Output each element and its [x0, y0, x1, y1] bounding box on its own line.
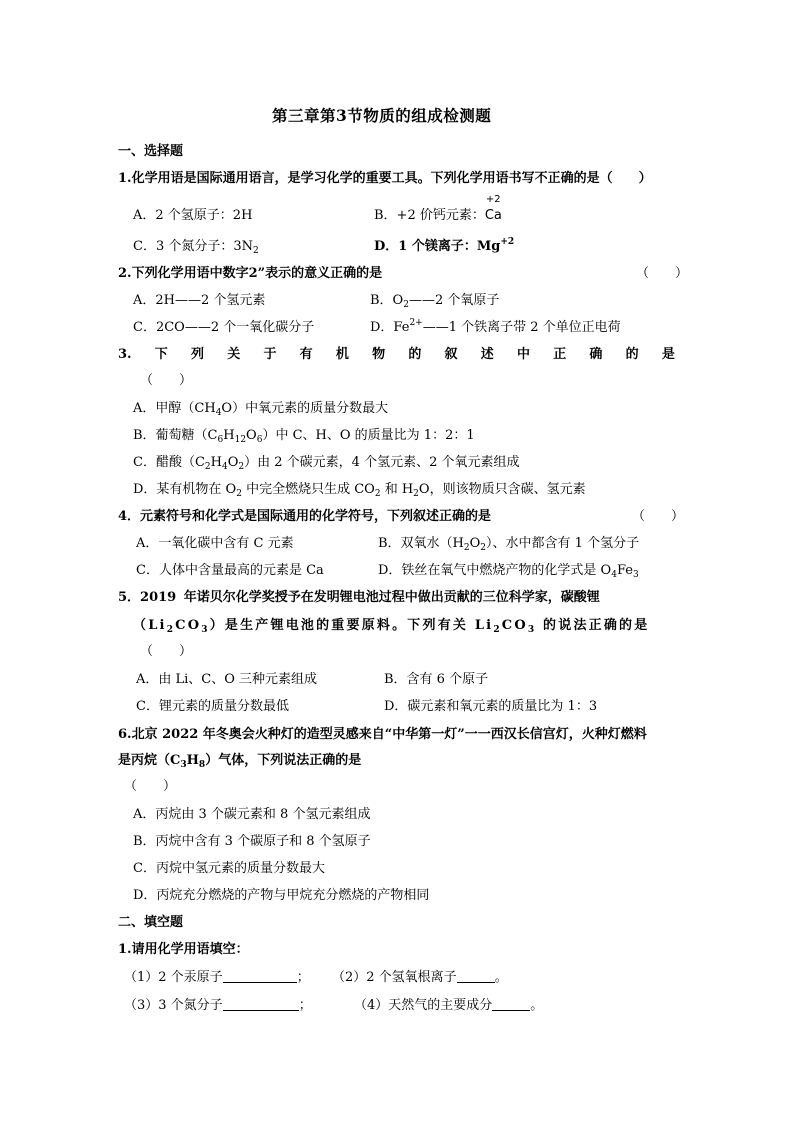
fill-item-1-label: （1）2 个汞原子	[124, 970, 223, 985]
subscript: 2	[480, 543, 487, 553]
valence-mark: +2	[485, 194, 501, 205]
subscript: 4	[221, 462, 228, 472]
subscript: 3	[180, 760, 187, 770]
subscript: 2	[463, 543, 470, 553]
q5-line-2-part: CO	[501, 618, 528, 633]
q2-option-b-meaning: ——2 个氧原子	[408, 293, 500, 308]
q3-option-b	[133, 427, 475, 445]
q3-option-b-part: O	[246, 428, 257, 443]
question-2-answer-paren: （ ）	[636, 266, 689, 281]
q4-option-d-part: Fe	[616, 563, 633, 578]
question-3-stem	[118, 346, 675, 364]
answer-blank-4[interactable]	[492, 997, 530, 1011]
q3-option-d	[133, 481, 586, 499]
stem-char: 中	[516, 347, 530, 362]
q1-option-c	[133, 238, 259, 256]
fill-item-2-label: （2）2 个氢氧根离子	[332, 970, 457, 985]
q5-line-2-part: （Li	[133, 618, 167, 633]
q4-option-c: C．人体中含量最高的元素是 Ca	[136, 563, 324, 578]
question-2-stem: 2.下列化学用语中数字2”表示的意义正确的是	[118, 266, 383, 281]
q1-option-c-text: C．3 个氮分子：3N	[133, 239, 253, 254]
q5-line-2-part: ）是生产锂电池的重要原料。下列有关 Li	[209, 618, 494, 633]
stem-char: 正	[553, 347, 567, 362]
fill-item-4-end: 。	[530, 998, 544, 1013]
subscript: 2	[238, 462, 245, 472]
q1-option-b	[374, 194, 502, 225]
subscript: 3	[632, 570, 639, 580]
q2-option-d-text: D．Fe	[370, 320, 410, 335]
subscript: 2	[236, 489, 242, 499]
q5-option-d: D．碳元素和氧元素的质量比为 1：3	[384, 699, 598, 714]
fill-item-1-end: ；	[296, 970, 310, 985]
subscript: 12	[234, 435, 247, 445]
fill-question-1-stem: 1.请用化学用语填空：	[118, 942, 249, 957]
question-6-answer-paren: （ ）	[124, 779, 177, 794]
fill-item-4-label: （4）天然气的主要成分	[354, 998, 493, 1013]
q2-option-d	[370, 319, 621, 337]
q6-option-b: B．丙烷中含有 3 个碳原子和 8 个氢原子	[133, 834, 371, 849]
q2-option-b	[370, 292, 499, 310]
subscript: 3	[527, 625, 537, 635]
question-5-answer-paren: （ ）	[140, 644, 193, 659]
q3-option-a	[133, 400, 388, 418]
q6-line-2-part: 是丙烷（C	[118, 753, 181, 768]
q6-line-2-part: ）气体，下列说法正确的是	[205, 753, 362, 768]
q3-option-a-part: O）中氧元素的质量分数最大	[221, 401, 389, 416]
fill-item-2	[332, 969, 508, 987]
subscript: 3	[201, 625, 210, 635]
subscript: 2	[374, 489, 381, 499]
q2-option-c: C．2CO——2 个一氧化碳分子	[133, 320, 315, 335]
q3-option-b-part: H	[223, 428, 235, 443]
subscript: 2	[493, 625, 502, 635]
q5-option-b: B．含有 6 个原子	[384, 672, 489, 687]
page-title: 第三章第3节物质的组成检测题	[272, 106, 492, 125]
q3-option-d-part: D．某有机物在 O	[133, 482, 237, 497]
stem-char: 的	[408, 347, 422, 362]
q3-option-d-part: 中完全燃烧只生成 CO	[241, 482, 375, 497]
q4-option-b	[378, 535, 639, 553]
answer-blank-2[interactable]	[457, 969, 495, 983]
question-5-line-2	[133, 617, 649, 635]
stem-char: 是	[661, 347, 675, 362]
q3-option-c-part: ）由 2 个碳元素，4 个氢元素、2 个氧元素组成	[244, 455, 520, 470]
stem-char: 物	[372, 347, 386, 362]
subscript: 6	[256, 435, 263, 445]
stem-char: 列	[191, 347, 205, 362]
stem-char: 于	[263, 347, 277, 362]
question-3-answer-paren: （ ）	[140, 373, 193, 388]
q3-option-c-part: C．醋酸（C	[133, 455, 205, 470]
stem-char: 叙	[444, 347, 458, 362]
subscript: 8	[198, 760, 206, 770]
question-6-line-2	[118, 752, 361, 770]
stem-char: 述	[480, 347, 494, 362]
q5-option-a: A．由 Li、C、O 三种元素组成	[136, 672, 318, 687]
subscript: 2	[413, 489, 419, 499]
q1-option-d-text: D．1 个镁离子：Mg	[374, 239, 501, 254]
q6-option-a: A．丙烷由 3 个碳元素和 8 个氢元素组成	[133, 807, 371, 822]
section-heading-choice: 一、选择题	[118, 144, 184, 159]
fill-item-1	[124, 969, 310, 987]
q5-option-c: C．锂元素的质量分数最低	[136, 699, 289, 714]
q2-option-b-text: B．O	[370, 293, 404, 308]
stem-char: 的	[625, 347, 639, 362]
q3-option-b-part: ）中 C、H、O 的质量比为 1：2：1	[262, 428, 475, 443]
q6-option-d: D．丙烷充分燃烧的产物与甲烷充分燃烧的产物相同	[133, 888, 430, 903]
subscript: 2	[253, 246, 259, 256]
q3-option-d-part: 和 H	[380, 482, 414, 497]
fill-item-3-end: ；	[298, 998, 312, 1013]
q3-option-c	[133, 454, 519, 472]
question-1-stem: 1.化学用语是国际通用语言，是学习化学的重要工具。下列化学用语书写不正确的是（ ）	[118, 171, 652, 186]
q6-line-2-part: H	[186, 753, 199, 768]
fill-item-4	[354, 997, 543, 1015]
q3-option-c-part: O	[227, 455, 239, 470]
subscript: 4	[215, 408, 222, 418]
stem-char: 关	[227, 347, 241, 362]
q4-option-d	[378, 562, 639, 580]
q1-option-a: A．2 个氢原子：2H	[133, 208, 253, 223]
q1-option-b-label: B．+2 价钙元素：	[374, 208, 485, 223]
stem-char: 机	[335, 347, 349, 362]
fill-item-3-label: （3）3 个氮分子	[124, 998, 223, 1013]
calcium-symbol: Ca	[484, 208, 502, 223]
subscript: 2	[403, 300, 409, 310]
q4-option-a: A．一氧化碳中含有 C 元素	[136, 536, 294, 551]
answer-blank-3[interactable]	[223, 997, 299, 1011]
question-6-line-1: 6.北京 2022 年冬奥会火种灯的造型灵感来自“中华第一灯”一一西汉长信宫灯，火种灯燃料	[118, 727, 647, 742]
question-4-stem: 4．元素符号和化学式是国际通用的化学符号，下列叙述正确的是	[118, 509, 492, 524]
q3-option-d-part: O，则该物质只含碳、氢元素	[418, 482, 586, 497]
q6-option-c: C．丙烷中氢元素的质量分数最大	[133, 861, 325, 876]
answer-blank-1[interactable]	[223, 969, 297, 983]
fill-item-2-end: 。	[494, 970, 508, 985]
q5-line-2-part: 的说法正确的是	[536, 618, 650, 633]
q4-option-b-part: B．双氧水（H	[378, 536, 464, 551]
q2-option-a: A．2H——2 个氢元素	[133, 293, 266, 308]
q4-option-b-part: O	[469, 536, 481, 551]
subscript: 4	[611, 570, 617, 580]
q3-option-a-part: A．甲醇（CH	[133, 401, 216, 416]
section-heading-fill: 二、填空题	[118, 915, 184, 930]
question-4-answer-paren: （ ）	[632, 509, 685, 524]
stem-char: 有	[299, 347, 313, 362]
valence-calcium	[484, 194, 502, 225]
subscript: 2	[166, 625, 176, 635]
q4-option-d-part: D．铁丝在氧气中燃烧产物的化学式是 O	[378, 563, 612, 578]
question-5-line-1: 5．2019 年诺贝尔化学奖授予在发明锂电池过程中做出贡献的三位科学家，碳酸锂	[118, 590, 600, 605]
q3-option-c-part: H	[210, 455, 222, 470]
fill-item-3	[124, 997, 312, 1015]
superscript: +2	[500, 237, 515, 247]
stem-char: 下	[154, 347, 168, 362]
q1-option-d	[374, 238, 514, 256]
q3-option-b-part: B．葡萄糖（C	[133, 428, 218, 443]
subscript: 2	[204, 462, 211, 472]
stem-char: 确	[589, 347, 603, 362]
stem-char: 3.	[118, 347, 132, 362]
subscript: 6	[217, 435, 224, 445]
q5-line-2-part: CO	[175, 618, 202, 633]
superscript: 2+	[409, 318, 423, 328]
q2-option-d-meaning: ——1 个铁离子带 2 个单位正电荷	[422, 320, 621, 335]
q4-option-b-part: ）、水中都含有 1 个氢分子	[486, 536, 640, 551]
